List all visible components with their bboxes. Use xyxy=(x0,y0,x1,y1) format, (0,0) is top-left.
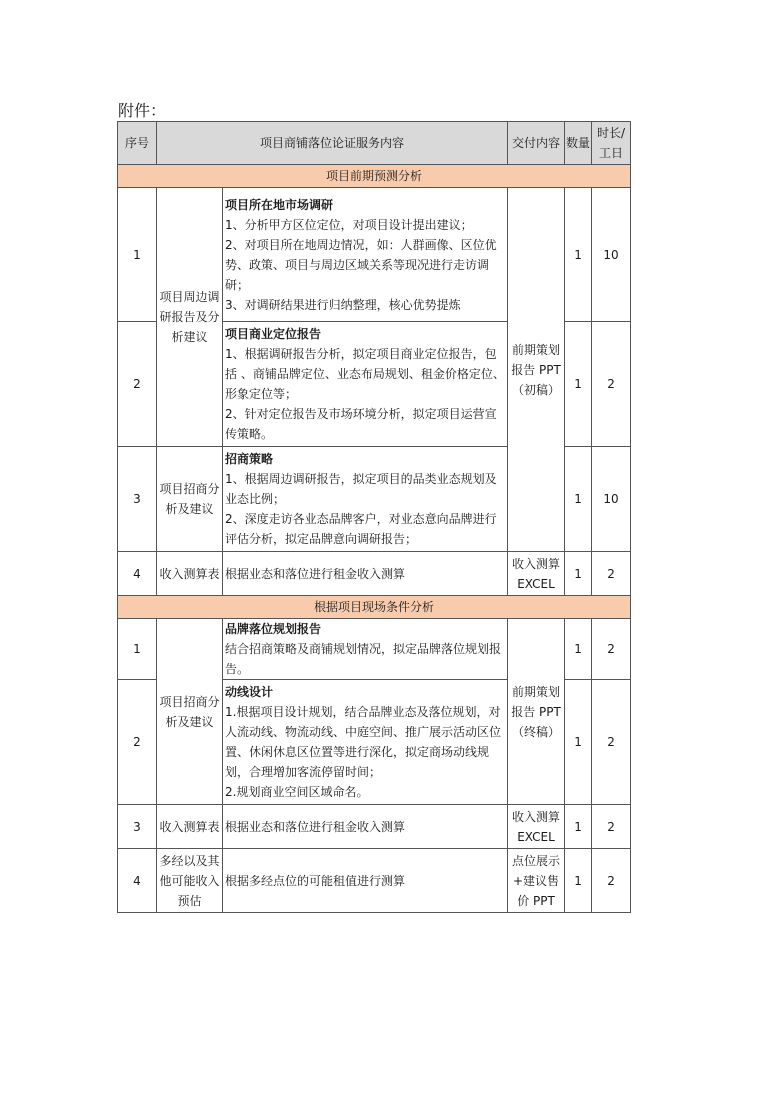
row-duration: 10 xyxy=(592,188,631,322)
header-content: 项目商铺落位论证服务内容 xyxy=(157,122,508,165)
deliver-cell: 前期策划报告 PPT（初稿） xyxy=(508,188,565,552)
row-content xyxy=(223,619,508,680)
row-qty: 1 xyxy=(565,849,592,913)
row-qty: 1 xyxy=(565,552,592,596)
row-content: 根据多经点位的可能租值进行测算 xyxy=(223,849,508,913)
row-duration: 2 xyxy=(592,619,631,680)
row-line: 结合招商策略及商铺规划情况，拟定品牌落位规划报告。 xyxy=(225,642,502,676)
table-row xyxy=(118,619,631,680)
row-content xyxy=(223,680,508,805)
row-content xyxy=(223,188,508,322)
row-duration: 2 xyxy=(592,322,631,447)
row-title: 项目所在地市场调研 xyxy=(225,197,334,212)
row-label: 收入测算表 xyxy=(157,552,223,596)
table-row xyxy=(118,552,631,596)
table-row xyxy=(118,805,631,849)
row-no: 3 xyxy=(118,447,157,552)
row-line: 1、分析甲方区位定位，对项目设计提出建议； xyxy=(225,217,473,232)
section-row xyxy=(118,596,631,619)
row-no: 2 xyxy=(118,322,157,447)
row-content: 根据业态和落位进行租金收入测算 xyxy=(223,552,508,596)
table-row xyxy=(118,188,631,322)
deliver-cell: 点位展示+建议售价 PPT xyxy=(508,849,565,913)
service-table xyxy=(117,121,631,913)
row-duration: 10 xyxy=(592,447,631,552)
row-no: 4 xyxy=(118,552,157,596)
row-title: 动线设计 xyxy=(225,685,274,699)
header-duration: 时长/工日 xyxy=(592,122,631,165)
table-row xyxy=(118,849,631,913)
row-no: 3 xyxy=(118,805,157,849)
row-line: 1、根据调研报告分析，拟定项目商业定位报告，包括 、商铺品牌定位、业态布局规划、租金价格定位、形象定位等； xyxy=(225,347,505,401)
row-title: 招商策略 xyxy=(225,452,274,466)
row-no: 1 xyxy=(118,188,157,322)
group-label: 项目招商分析及建议 xyxy=(157,619,223,805)
row-label: 收入测算表 xyxy=(157,805,223,849)
header-deliver: 交付内容 xyxy=(508,122,565,165)
row-line: 2、对项目所在地周边情况，如：人群画像、区位优势、政策、项目与周边区域关系等现况进行走访调研； xyxy=(225,237,497,292)
row-duration: 2 xyxy=(592,680,631,805)
row-duration: 2 xyxy=(592,552,631,596)
section-row xyxy=(118,165,631,188)
row-content xyxy=(223,447,508,552)
row-qty: 1 xyxy=(565,680,592,805)
row-qty: 1 xyxy=(565,447,592,552)
row-no: 4 xyxy=(118,849,157,913)
row-duration: 2 xyxy=(592,849,631,913)
section-title: 根据项目现场条件分析 xyxy=(118,596,631,619)
row-qty: 1 xyxy=(565,805,592,849)
attachment-title: 附件： xyxy=(118,101,167,120)
row-line: 2、深度走访各业态品牌客户，对业态意向品牌进行评估分析，拟定品牌意向调研报告； xyxy=(225,512,497,546)
row-no: 2 xyxy=(118,680,157,805)
row-line: 3、对调研结果进行归纳整理，核心优势提炼 xyxy=(225,297,461,312)
group-label: 项目周边调研报告及分析建议 xyxy=(157,188,223,447)
row-qty: 1 xyxy=(565,188,592,322)
row-line: 1、根据周边调研报告，拟定项目的品类业态规划及业态比例； xyxy=(225,472,497,506)
row-title: 品牌落位规划报告 xyxy=(225,622,322,636)
row-line: 2、针对定位报告及市场环境分析，拟定项目运营宣传策略。 xyxy=(225,407,497,441)
header-no: 序号 xyxy=(118,122,157,165)
row-content xyxy=(223,322,508,447)
section-title: 项目前期预测分析 xyxy=(118,165,631,188)
row-title: 项目商业定位报告 xyxy=(225,327,322,341)
table-header-row xyxy=(118,122,631,165)
deliver-cell: 收入测算 EXCEL xyxy=(508,552,565,596)
row-qty: 1 xyxy=(565,619,592,680)
group-label: 项目招商分析及建议 xyxy=(157,447,223,552)
row-label: 多经以及其他可能收入预估 xyxy=(157,849,223,913)
row-line: 1.根据项目设计规划，结合品牌业态及落位规划，对人流动线、物流动线、中庭空间、推广展示活动区位置、休闲休息区位置等进行深化，拟定商场动线规划，合理增加客流停留时间； xyxy=(225,705,502,779)
row-qty: 1 xyxy=(565,322,592,447)
deliver-cell: 收入测算 EXCEL xyxy=(508,805,565,849)
row-content: 根据业态和落位进行租金收入测算 xyxy=(223,805,508,849)
row-duration: 2 xyxy=(592,805,631,849)
header-qty: 数量 xyxy=(565,122,592,165)
deliver-cell: 前期策划报告 PPT（终稿） xyxy=(508,619,565,805)
row-line: 2.规划商业空间区域命名。 xyxy=(225,785,369,799)
row-no: 1 xyxy=(118,619,157,680)
